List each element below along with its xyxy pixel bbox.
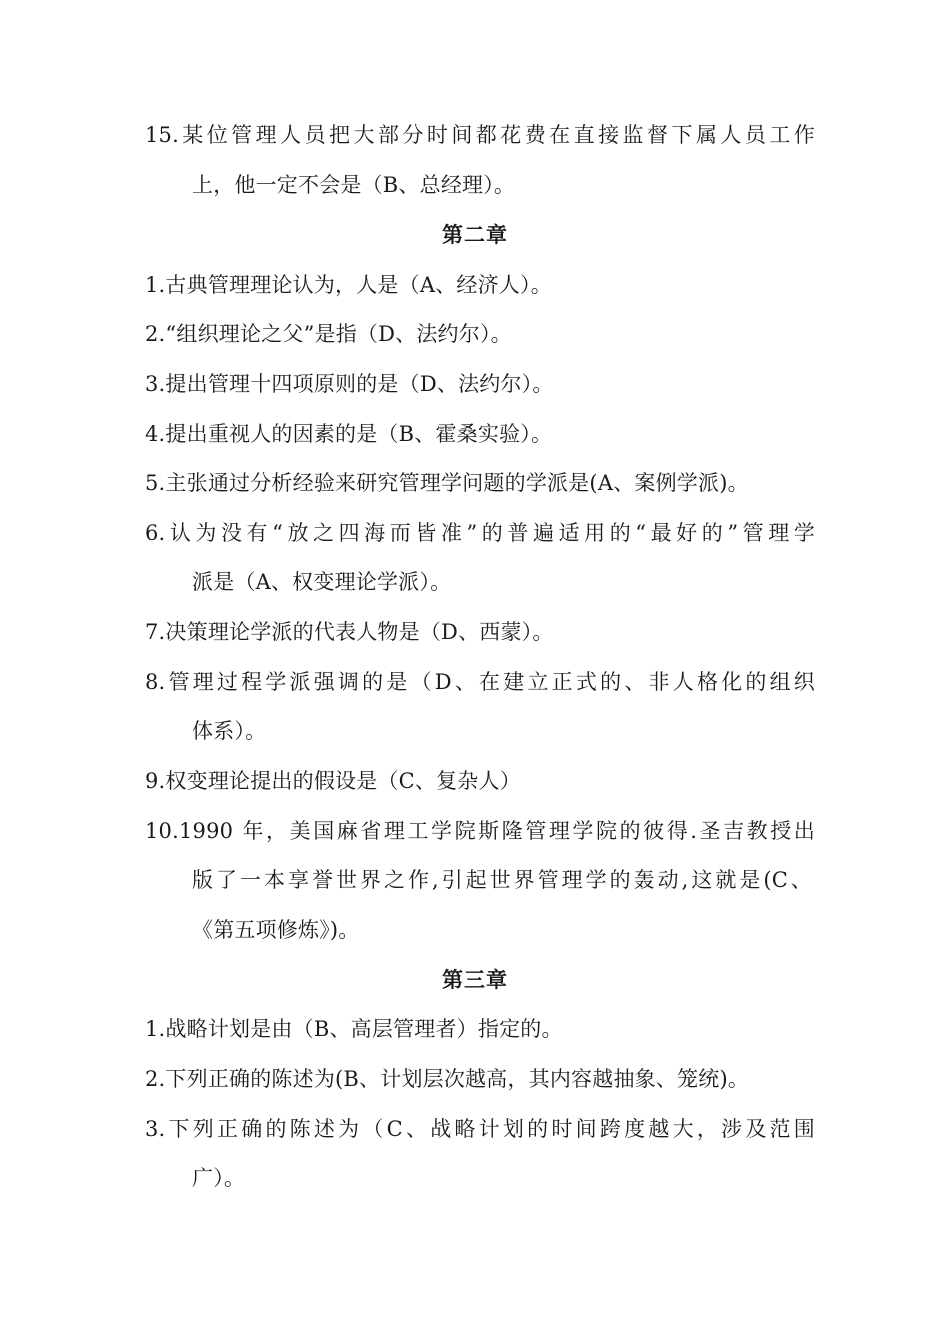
ch2-question-8-line-1: 8.管理过程学派强调的是（D、在建立正式的、非人格化的组织: [145, 670, 815, 694]
ch2-question-5: 5.主张通过分析经验来研究管理学问题的学派是(A、案例学派)。: [145, 471, 749, 495]
ch2-question-7: 7.决策理论学派的代表人物是（D、西蒙）。: [145, 620, 554, 644]
ch2-question-10-line-1: 10.1990 年，美国麻省理工学院斯隆管理学院的彼得.圣吉教授出: [145, 819, 815, 843]
ch2-question-8-line-2: 体系）。: [192, 719, 267, 743]
ch3-question-2: 2.下列正确的陈述为(B、计划层次越高，其内容越抽象、笼统)。: [145, 1067, 750, 1091]
ch2-question-6-line-1: 6.认为没有“放之四海而皆准”的普遍适用的“最好的”管理学: [145, 521, 815, 545]
ch2-question-4: 4.提出重视人的因素的是（B、霍桑实验）。: [145, 422, 553, 446]
ch3-question-3-line-1: 3.下列正确的陈述为（C、战略计划的时间跨度越大，涉及范围: [145, 1117, 815, 1141]
chapter-2-heading: 第二章: [442, 222, 508, 247]
ch3-question-1: 1.战略计划是由（B、高层管理者）指定的。: [145, 1017, 563, 1041]
ch2-question-9: 9.权变理论提出的假设是（C、复杂人）: [145, 769, 521, 793]
ch2-question-10-line-2: 版了一本享誉世界之作,引起世界管理学的轰动,这就是(C、: [192, 868, 812, 892]
question-15-line-1: 15.某位管理人员把大部分时间都花费在直接监督下属人员工作: [145, 123, 815, 147]
ch2-question-1: 1.古典管理理论认为，人是（A、经济人）。: [145, 273, 552, 297]
ch2-question-3: 3.提出管理十四项原则的是（D、法约尔）。: [145, 372, 554, 396]
chapter-3-heading: 第三章: [442, 967, 508, 992]
ch2-question-2: 2.“组织理论之父”是指（D、法约尔）。: [145, 322, 512, 346]
ch2-question-10-line-3: 《第五项修炼》)。: [192, 918, 360, 942]
ch2-question-6-line-2: 派是（A、权变理论学派）。: [192, 570, 452, 594]
ch3-question-3-line-2: 广）。: [192, 1166, 246, 1190]
question-15-line-2: 上，他一定不会是（B、总经理）。: [192, 173, 516, 197]
